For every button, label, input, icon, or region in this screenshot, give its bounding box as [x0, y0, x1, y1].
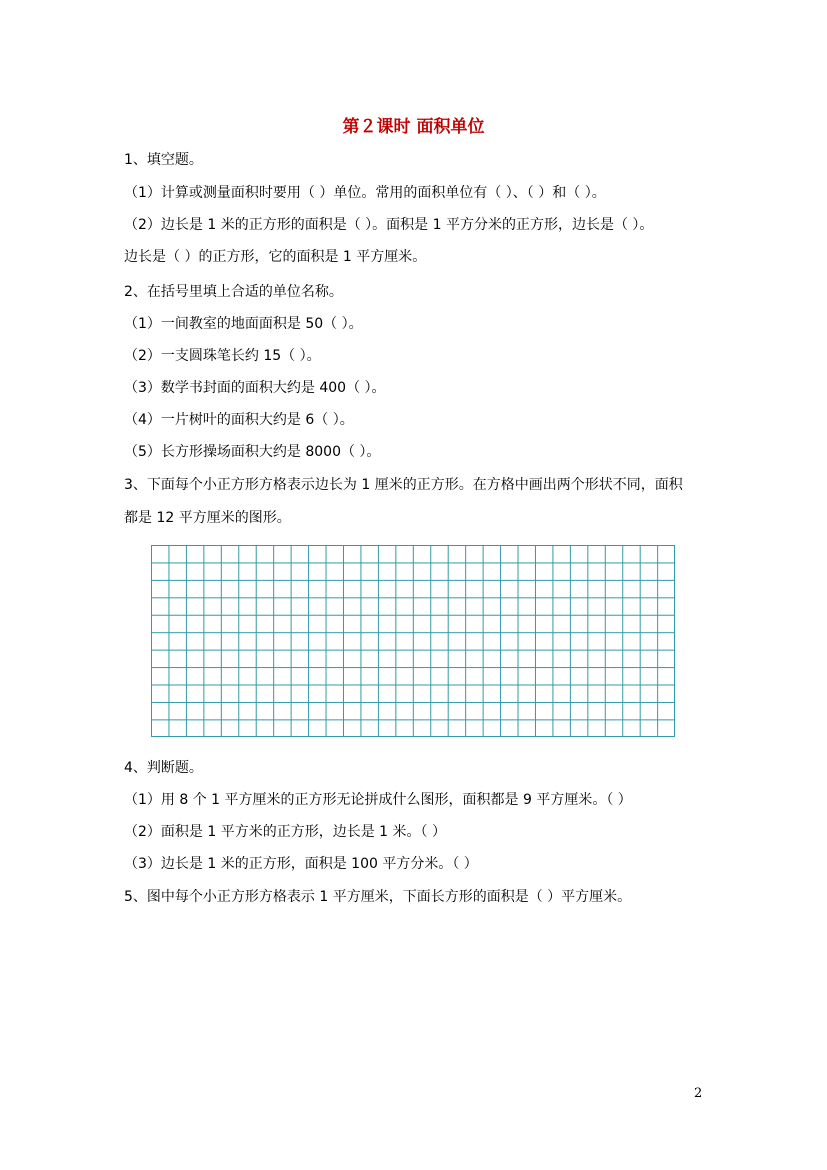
square-grid	[151, 545, 675, 737]
q4-line-2: （2）面积是 1 平方米的正方形，边长是 1 米。（ ）	[124, 824, 446, 840]
q2-line-5: （5）长方形操场面积大约是 8000（ ）。	[124, 444, 381, 460]
q2-line-3: （3）数学书封面的面积大约是 400（ ）。	[124, 380, 386, 396]
page-title: 第２课时 面积单位	[342, 117, 485, 137]
q1-heading: 1、填空题。	[124, 152, 203, 168]
q1-line-3: 边长是（ ）的正方形，它的面积是 1 平方厘米。	[124, 249, 427, 265]
q2-line-4: （4）一片树叶的面积大约是 6（ ）。	[124, 412, 354, 428]
q5-line-1: 5、图中每个小正方形方格表示 1 平方厘米，下面长方形的面积是（ ）平方厘米。	[124, 889, 632, 905]
q2-line-1: （1）一间教室的地面面积是 50（ ）。	[124, 316, 363, 332]
q4-heading: 4、判断题。	[124, 760, 203, 776]
page-number: 2	[694, 1086, 703, 1101]
q2-line-2: （2）一支圆珠笔长约 15（ ）。	[124, 348, 321, 364]
q4-line-3: （3）边长是 1 米的正方形，面积是 100 平方分米。（ ）	[124, 856, 478, 872]
q4-line-1: （1）用 8 个 1 平方厘米的正方形无论拼成什么图形，面积都是 9 平方厘米。（ ）	[124, 792, 632, 808]
q2-heading: 2、在括号里填上合适的单位名称。	[124, 284, 343, 300]
q1-line-2: （2）边长是 1 米的正方形的面积是（ ）。面积是 1 平方分米的正方形，边长是（ ）。	[124, 217, 654, 233]
q1-line-1: （1）计算或测量面积时要用（ ）单位。常用的面积单位有（ ）、（ ）和（ ）。	[124, 185, 606, 201]
q3-line-2: 都是 12 平方厘米的图形。	[124, 510, 291, 526]
q3-line-1: 3、下面每个小正方形方格表示边长为 1 厘米的正方形。在方格中画出两个形状不同，面积	[124, 477, 683, 493]
